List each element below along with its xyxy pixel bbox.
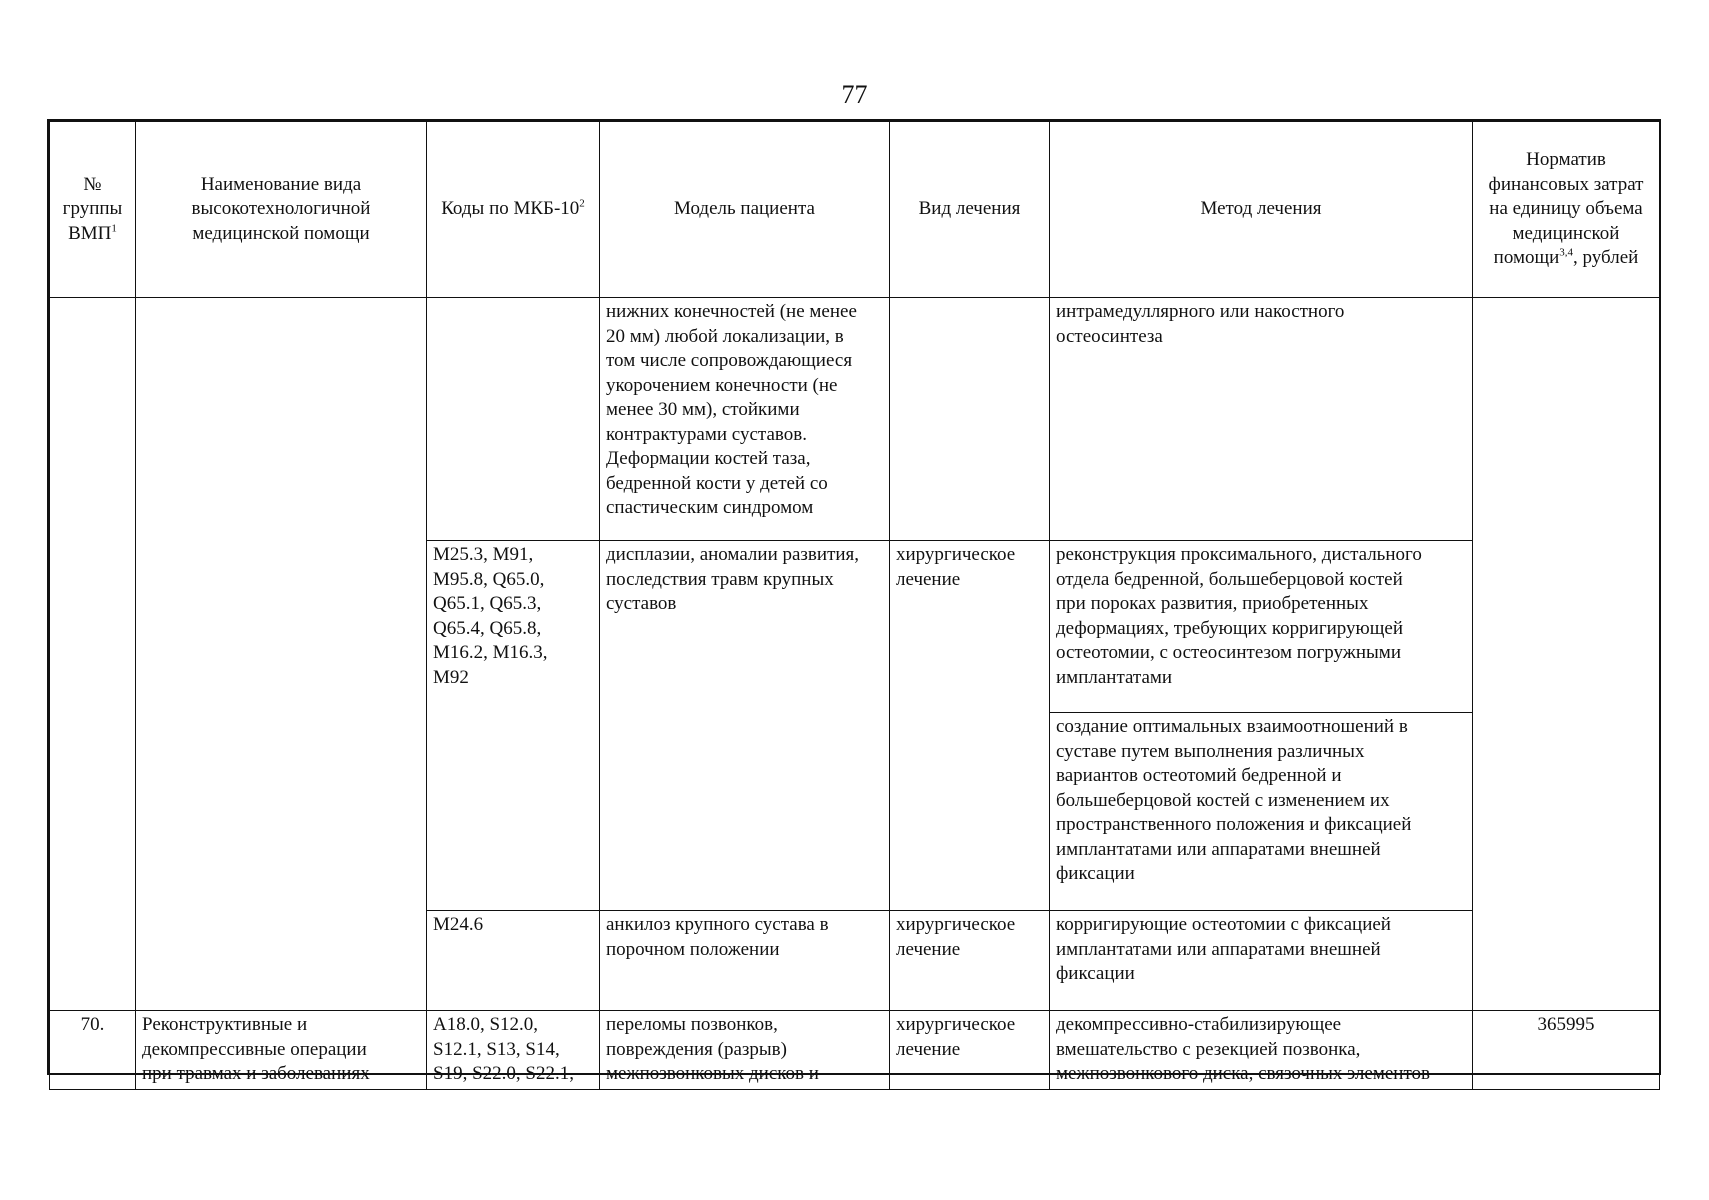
group-no-cell [50,541,136,713]
treatment-method-cell: интрамедуллярного или накостного остеосинтеза [1050,298,1473,541]
header-treatment-type: Вид лечения [890,122,1050,298]
table-row [50,541,1660,713]
patient-model-cell: нижних конечностей (не менее 20 мм) любой локализации, в том числе сопровождающиеся укорочением конечности (не менее 30 мм), стойкими контрактурами суставов. Деформации костей таза, бедренной кости у детей со спастическим синдромом [600,298,890,541]
header-codes: Коды по МКБ-$10^2$ [427,122,600,298]
header-group-no: № группы ВМП$^1$ [50,122,136,298]
cost-cell [1473,541,1660,713]
codes-cell: M25.3, M91, M95.8, Q65.0, Q65.1, Q65.3, Q65.4, Q65.8, M16.2, M16.3, M92 [427,541,600,911]
header-patient-model: Модель пациента [600,122,890,298]
table-row [50,298,1660,541]
name-cell: Реконструктивные и декомпрессивные операции при травмах и заболеваниях [136,1011,427,1090]
cost-cell [1473,713,1660,911]
cost-cell [1473,911,1660,1011]
table-row [50,1011,1660,1090]
codes-cell: A18.0, S12.0, S12.1, S13, S14, S19, S22.0, S22.1, [427,1011,600,1090]
codes-cell: M24.6 [427,911,600,1011]
name-cell [136,541,427,713]
name-cell [136,298,427,541]
patient-model-cell: анкилоз крупного сустава в порочном положении [600,911,890,1011]
group-no-cell [50,911,136,1011]
name-cell [136,713,427,911]
header-cost: Норматив финансовых затрат на единицу объема медицинской помощи$^{3,4}$, рублей [1473,122,1660,298]
vmp-table [49,121,1660,1090]
table-row [50,911,1660,1011]
treatment-type-cell: хирургическое лечение [890,911,1050,1011]
group-no-cell [50,298,136,541]
group-no-cell [50,713,136,911]
treatment-method-cell: создание оптимальных взаимоотношений в суставе путем выполнения различных вариантов остеотомий бедренной и большеберцовой костей с изменением их пространственного положения и фиксацией имплантатами или аппаратами внешней фиксации [1050,713,1473,911]
treatment-method-cell: декомпрессивно-стабилизирующее вмешательство с резекцией позвонка, межпозвонкового диска, связочных элементов [1050,1011,1473,1090]
cost-cell: 365995 [1473,1011,1660,1090]
treatment-type-cell: хирургическое лечение [890,1011,1050,1090]
vmp-table-frame [47,119,1661,1084]
header-name: Наименование вида высокотехнологичной медицинской помощи [136,122,427,298]
header-row [50,122,1660,298]
codes-cell [427,298,600,541]
patient-model-cell: дисплазии, аномалии развития, последствия травм крупных суставов [600,541,890,911]
treatment-type-cell [890,298,1050,541]
page-number: 77 [841,80,868,109]
treatment-type-cell: хирургическое лечение [890,541,1050,911]
group-no-cell: 70. [50,1011,136,1090]
patient-model-cell: переломы позвонков, повреждения (разрыв) межпозвонковых дисков и [600,1011,890,1090]
treatment-method-cell: реконструкция проксимального, дистального отдела бедренной, большеберцовой костей при пороках развития, приобретенных деформациях, требующих корригирующей остеотомии, с остеосинтезом погружными имплантатами [1050,541,1473,713]
name-cell [136,911,427,1011]
treatment-method-cell: корригирующие остеотомии с фиксацией имплантатами или аппаратами внешней фиксации [1050,911,1473,1011]
cost-cell [1473,298,1660,541]
header-treatment-method: Метод лечения [1050,122,1473,298]
